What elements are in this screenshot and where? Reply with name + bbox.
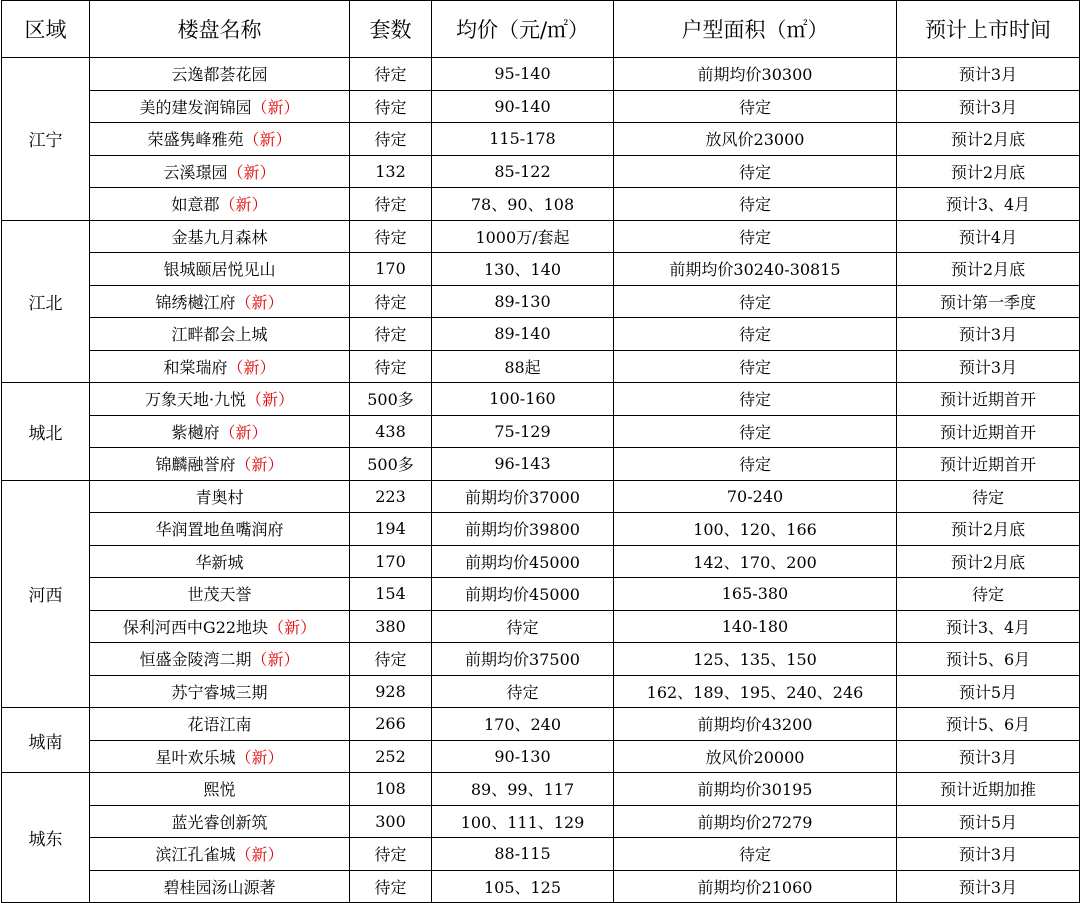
project-name: 滨江孔雀城 [155, 845, 236, 865]
new-badge: （新） [235, 455, 284, 475]
unit-area-cell: 放风价20000 [614, 740, 897, 773]
avg-price-cell: 90-140 [432, 90, 614, 123]
units-cell: 待定 [350, 838, 432, 871]
avg-price-cell: 1000万/套起 [432, 220, 614, 253]
project-name: 熙悦 [203, 780, 236, 800]
avg-price-cell: 100-160 [432, 383, 614, 416]
table-row [2, 610, 1080, 643]
table-row [2, 838, 1080, 871]
units-cell: 待定 [350, 870, 432, 903]
launch-time-cell: 预计2月底 [897, 513, 1080, 546]
avg-price-cell: 130、140 [432, 253, 614, 286]
avg-price-cell: 89、99、117 [432, 773, 614, 806]
units-cell: 170 [350, 545, 432, 578]
project-name-cell [90, 415, 350, 448]
project-name-cell [90, 318, 350, 351]
table-row [2, 480, 1080, 513]
unit-area-cell: 165-380 [614, 578, 897, 611]
avg-price-cell: 前期均价37000 [432, 480, 614, 513]
unit-area-cell: 100、120、166 [614, 513, 897, 546]
units-cell: 待定 [350, 643, 432, 676]
project-name: 华新城 [195, 552, 244, 572]
launch-time-cell: 待定 [897, 480, 1080, 513]
avg-price-cell: 前期均价37500 [432, 643, 614, 676]
units-cell: 待定 [350, 350, 432, 383]
units-cell: 待定 [350, 318, 432, 351]
project-name: 江畔都会上城 [171, 325, 268, 345]
unit-area-cell: 前期均价27279 [614, 805, 897, 838]
units-cell: 154 [350, 578, 432, 611]
units-cell: 266 [350, 708, 432, 741]
table-row [2, 643, 1080, 676]
project-name-cell [90, 155, 350, 188]
header-unit-area: 户型面积（㎡） [614, 1, 897, 58]
project-name-cell [90, 58, 350, 91]
project-name-cell [90, 643, 350, 676]
launch-time-cell: 预计5、6月 [897, 643, 1080, 676]
table-row [2, 773, 1080, 806]
unit-area-cell: 待定 [614, 318, 897, 351]
region-cell: 城北 [2, 383, 90, 481]
launch-time-cell: 预计2月底 [897, 253, 1080, 286]
project-name: 荣盛隽峰雅苑 [147, 130, 244, 150]
unit-area-cell: 前期均价21060 [614, 870, 897, 903]
avg-price-cell: 88起 [432, 350, 614, 383]
project-name: 保利河西中G22地块 [122, 617, 269, 637]
region-cell: 江宁 [2, 58, 90, 221]
avg-price-cell: 100、111、129 [432, 805, 614, 838]
unit-area-cell: 待定 [614, 90, 897, 123]
table-row [2, 220, 1080, 253]
header-project-name: 楼盘名称 [90, 1, 350, 58]
launch-time-cell: 预计近期首开 [897, 383, 1080, 416]
project-name-cell [90, 383, 350, 416]
launch-time-cell: 预计3月 [897, 58, 1080, 91]
table-row [2, 155, 1080, 188]
avg-price-cell: 115-178 [432, 123, 614, 156]
avg-price-cell: 90-130 [432, 740, 614, 773]
project-name-cell [90, 253, 350, 286]
table-row [2, 513, 1080, 546]
region-cell: 江北 [2, 220, 90, 383]
project-name: 紫樾府 [171, 422, 220, 442]
table-row [2, 448, 1080, 481]
launch-time-cell: 预计4月 [897, 220, 1080, 253]
unit-area-cell: 放风价23000 [614, 123, 897, 156]
units-cell: 待定 [350, 90, 432, 123]
new-badge: （新） [219, 195, 268, 215]
project-name: 锦绣樾江府 [155, 292, 236, 312]
header-row [2, 1, 1080, 58]
project-name-cell [90, 513, 350, 546]
avg-price-cell: 89-140 [432, 318, 614, 351]
units-cell: 待定 [350, 220, 432, 253]
unit-area-cell: 待定 [614, 838, 897, 871]
unit-area-cell: 162、189、195、240、246 [614, 675, 897, 708]
project-name: 如意郡 [171, 195, 220, 215]
table-row [2, 350, 1080, 383]
unit-area-cell: 前期均价43200 [614, 708, 897, 741]
avg-price-cell: 78、90、108 [432, 188, 614, 221]
launch-time-cell: 待定 [897, 578, 1080, 611]
launch-time-cell: 预计3月 [897, 740, 1080, 773]
project-name-cell [90, 285, 350, 318]
project-name-cell [90, 90, 350, 123]
launch-time-cell: 预计3、4月 [897, 188, 1080, 221]
project-name-cell [90, 448, 350, 481]
project-name: 锦麟融誉府 [155, 455, 236, 475]
project-name: 恒盛金陵湾二期 [139, 650, 252, 670]
unit-area-cell: 70-240 [614, 480, 897, 513]
table-row [2, 383, 1080, 416]
project-name: 万象天地·九悦 [144, 390, 247, 410]
new-badge: （新） [219, 422, 268, 442]
project-name-cell [90, 578, 350, 611]
property-listing-table [1, 0, 1080, 903]
project-name: 碧桂园汤山源著 [163, 877, 276, 897]
launch-time-cell: 预计5月 [897, 675, 1080, 708]
table-row [2, 545, 1080, 578]
table-row [2, 805, 1080, 838]
project-name: 蓝光睿创新筑 [171, 812, 268, 832]
avg-price-cell: 85-122 [432, 155, 614, 188]
table-row [2, 188, 1080, 221]
project-name-cell [90, 610, 350, 643]
new-badge: （新） [235, 845, 284, 865]
project-name-cell [90, 870, 350, 903]
project-name-cell [90, 675, 350, 708]
project-name-cell [90, 740, 350, 773]
avg-price-cell: 96-143 [432, 448, 614, 481]
units-cell: 170 [350, 253, 432, 286]
project-name: 世茂天誉 [187, 585, 252, 605]
units-cell: 928 [350, 675, 432, 708]
project-name-cell [90, 545, 350, 578]
units-cell: 108 [350, 773, 432, 806]
units-cell: 500多 [350, 383, 432, 416]
launch-time-cell: 预计第一季度 [897, 285, 1080, 318]
table-row [2, 740, 1080, 773]
project-name-cell [90, 838, 350, 871]
project-name-cell [90, 480, 350, 513]
project-name-cell [90, 805, 350, 838]
units-cell: 500多 [350, 448, 432, 481]
project-name: 星叶欢乐城 [155, 747, 236, 767]
project-name-cell [90, 188, 350, 221]
project-name: 美的建发润锦园 [139, 97, 252, 117]
header-launch-time: 预计上市时间 [897, 1, 1080, 58]
table-row [2, 90, 1080, 123]
new-badge: （新） [235, 747, 284, 767]
table-row [2, 318, 1080, 351]
unit-area-cell: 140-180 [614, 610, 897, 643]
region-cell: 河西 [2, 480, 90, 708]
table-row [2, 675, 1080, 708]
table-row [2, 415, 1080, 448]
unit-area-cell: 待定 [614, 350, 897, 383]
table-body [2, 58, 1080, 903]
project-name: 华润置地鱼嘴润府 [155, 520, 284, 540]
header-units: 套数 [350, 1, 432, 58]
units-cell: 223 [350, 480, 432, 513]
avg-price-cell: 待定 [432, 610, 614, 643]
avg-price-cell: 170、240 [432, 708, 614, 741]
unit-area-cell: 前期均价30300 [614, 58, 897, 91]
launch-time-cell: 预计近期首开 [897, 448, 1080, 481]
unit-area-cell: 142、170、200 [614, 545, 897, 578]
avg-price-cell: 前期均价39800 [432, 513, 614, 546]
units-cell: 待定 [350, 123, 432, 156]
project-name-cell [90, 123, 350, 156]
avg-price-cell: 88-115 [432, 838, 614, 871]
project-name-cell [90, 773, 350, 806]
unit-area-cell: 125、135、150 [614, 643, 897, 676]
table-row [2, 123, 1080, 156]
table-row [2, 578, 1080, 611]
project-name: 苏宁睿城三期 [171, 682, 268, 702]
avg-price-cell: 前期均价45000 [432, 545, 614, 578]
unit-area-cell: 待定 [614, 415, 897, 448]
project-name: 云逸都荟花园 [171, 65, 268, 85]
unit-area-cell: 待定 [614, 448, 897, 481]
new-badge: （新） [227, 357, 276, 377]
units-cell: 待定 [350, 188, 432, 221]
unit-area-cell: 待定 [614, 188, 897, 221]
new-badge: （新） [243, 130, 292, 150]
unit-area-cell: 待定 [614, 155, 897, 188]
unit-area-cell: 待定 [614, 285, 897, 318]
launch-time-cell: 预计2月底 [897, 123, 1080, 156]
units-cell: 438 [350, 415, 432, 448]
region-cell: 城东 [2, 773, 90, 903]
avg-price-cell: 前期均价45000 [432, 578, 614, 611]
new-badge: （新） [235, 292, 284, 312]
avg-price-cell: 95-140 [432, 58, 614, 91]
new-badge: （新） [251, 97, 300, 117]
launch-time-cell: 预计近期首开 [897, 415, 1080, 448]
units-cell: 132 [350, 155, 432, 188]
avg-price-cell: 待定 [432, 675, 614, 708]
table-row [2, 285, 1080, 318]
project-name: 金基九月森林 [171, 227, 268, 247]
project-name: 青奥村 [195, 487, 244, 507]
launch-time-cell: 预计2月底 [897, 545, 1080, 578]
launch-time-cell: 预计3、4月 [897, 610, 1080, 643]
project-name-cell [90, 350, 350, 383]
launch-time-cell: 预计3月 [897, 90, 1080, 123]
units-cell: 待定 [350, 285, 432, 318]
table-row [2, 58, 1080, 91]
avg-price-cell: 75-129 [432, 415, 614, 448]
project-name: 云溪璟园 [163, 162, 228, 182]
project-name-cell [90, 708, 350, 741]
launch-time-cell: 预计5、6月 [897, 708, 1080, 741]
region-cell: 城南 [2, 708, 90, 773]
units-cell: 194 [350, 513, 432, 546]
unit-area-cell: 前期均价30195 [614, 773, 897, 806]
new-badge: （新） [251, 650, 300, 670]
unit-area-cell: 前期均价30240-30815 [614, 253, 897, 286]
project-name: 银城颐居悦见山 [163, 260, 276, 280]
units-cell: 380 [350, 610, 432, 643]
project-name: 花语江南 [187, 715, 252, 735]
launch-time-cell: 预计5月 [897, 805, 1080, 838]
new-badge: （新） [268, 617, 317, 637]
project-name-cell [90, 220, 350, 253]
avg-price-cell: 105、125 [432, 870, 614, 903]
avg-price-cell: 89-130 [432, 285, 614, 318]
units-cell: 252 [350, 740, 432, 773]
table-row [2, 870, 1080, 903]
launch-time-cell: 预计3月 [897, 870, 1080, 903]
unit-area-cell: 待定 [614, 383, 897, 416]
launch-time-cell: 预计3月 [897, 838, 1080, 871]
project-name: 和棠瑞府 [163, 357, 228, 377]
table-row [2, 253, 1080, 286]
table-row [2, 708, 1080, 741]
launch-time-cell: 预计近期加推 [897, 773, 1080, 806]
launch-time-cell: 预计2月底 [897, 155, 1080, 188]
new-badge: （新） [246, 390, 295, 410]
header-region: 区域 [2, 1, 90, 58]
table-header [2, 1, 1080, 58]
new-badge: （新） [227, 162, 276, 182]
units-cell: 300 [350, 805, 432, 838]
launch-time-cell: 预计3月 [897, 318, 1080, 351]
header-avg-price: 均价（元/㎡） [432, 1, 614, 58]
unit-area-cell: 待定 [614, 220, 897, 253]
units-cell: 待定 [350, 58, 432, 91]
launch-time-cell: 预计3月 [897, 350, 1080, 383]
